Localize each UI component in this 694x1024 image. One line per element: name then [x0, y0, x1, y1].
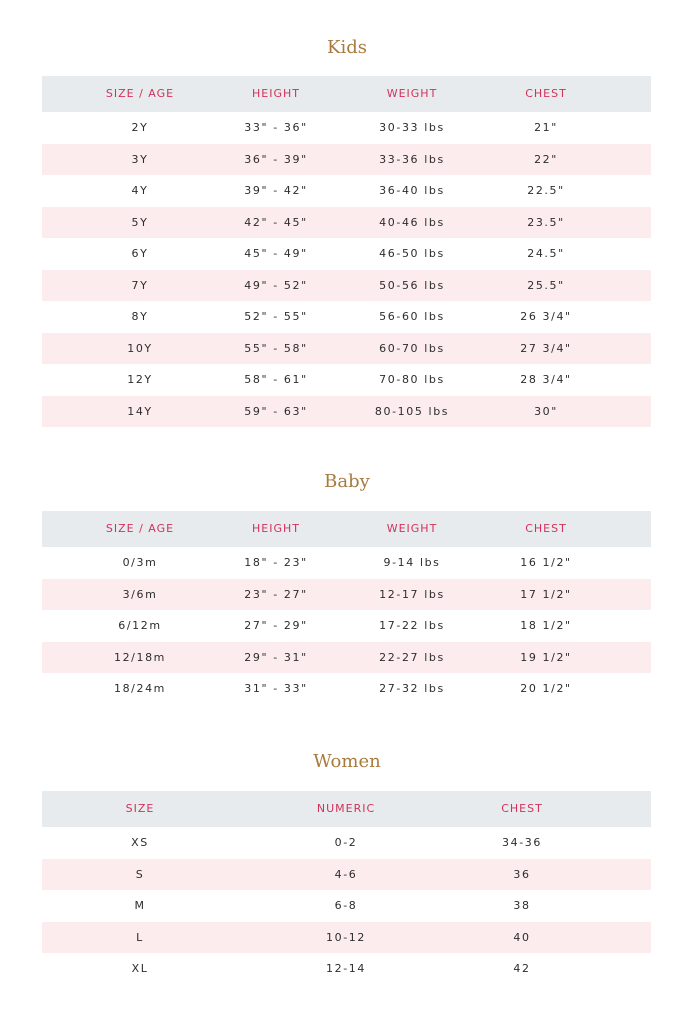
cell-chest: 19 1/2": [520, 650, 572, 664]
cell-chest: 34-36: [502, 836, 542, 849]
cell-chest: 28 3/4": [520, 373, 572, 386]
cell-chest: 23.5": [527, 215, 565, 229]
cell-size: 12/18m: [113, 650, 166, 664]
cell-size: S: [135, 867, 145, 881]
kids-table-body: [42, 112, 651, 427]
cell-weight: 12-17 lbs: [379, 587, 445, 601]
table-row: [42, 642, 651, 674]
cell-chest: 27 3/4": [520, 341, 572, 355]
cell-weight: 56-60 lbs: [379, 310, 445, 323]
cell-height: 27" - 29": [244, 619, 308, 632]
cell-size: XS: [131, 836, 149, 849]
table-row: [42, 610, 651, 642]
kids-title: Kids: [327, 37, 367, 58]
table-row: [42, 827, 651, 859]
cell-size: 12Y: [127, 373, 153, 386]
table-row: [42, 890, 651, 922]
baby-title: Baby: [324, 471, 370, 492]
cell-size: 14Y: [127, 404, 153, 418]
cell-numeric: 4-6: [334, 867, 358, 881]
cell-numeric: 12-14: [326, 962, 366, 975]
header-height: HEIGHT: [252, 522, 300, 535]
cell-size: 18/24m: [113, 682, 166, 695]
header-size: SIZE: [125, 802, 155, 815]
cell-weight: 17-22 lbs: [379, 619, 445, 632]
cell-chest: 16 1/2": [520, 556, 572, 569]
cell-weight: 60-70 lbs: [379, 341, 445, 355]
cell-height: 39" - 42": [244, 184, 308, 197]
cell-weight: 36-40 lbs: [379, 184, 445, 197]
cell-chest: 22.5": [527, 184, 565, 197]
table-row: [42, 333, 651, 365]
header-size-age: SIZE / AGE: [105, 87, 175, 100]
cell-chest: 21": [534, 121, 558, 134]
header-size-age: SIZE / AGE: [105, 522, 175, 535]
table-row: [42, 207, 651, 239]
cell-size: 6Y: [131, 247, 149, 260]
cell-weight: 9-14 lbs: [383, 556, 441, 569]
cell-height: 31" - 33": [244, 682, 308, 695]
table-row: [42, 547, 651, 579]
cell-height: 52" - 55": [244, 310, 308, 323]
cell-size: 10Y: [127, 341, 153, 355]
cell-chest: 38: [513, 899, 531, 912]
cell-height: 23" - 27": [244, 587, 308, 601]
header-chest: CHEST: [525, 522, 567, 535]
cell-chest: 42: [513, 962, 531, 975]
table-row: [42, 396, 651, 428]
cell-height: 58" - 61": [244, 373, 308, 386]
cell-numeric: 6-8: [334, 899, 358, 912]
cell-size: 0/3m: [122, 556, 158, 569]
cell-size: 3Y: [131, 152, 149, 166]
table-header: [42, 511, 651, 547]
cell-height: 55" - 58": [244, 341, 308, 355]
table-row: [42, 579, 651, 611]
cell-weight: 22-27 lbs: [379, 650, 445, 664]
women-title: Women: [313, 751, 381, 772]
cell-height: 42" - 45": [244, 215, 308, 229]
cell-size: 2Y: [131, 121, 149, 134]
cell-weight: 30-33 lbs: [379, 121, 445, 134]
cell-height: 36" - 39": [244, 152, 308, 166]
header-numeric: NUMERIC: [316, 802, 376, 815]
table-row: [42, 112, 651, 144]
cell-size: 8Y: [131, 310, 149, 323]
cell-weight: 50-56 lbs: [379, 278, 445, 292]
baby-table-body: [42, 547, 651, 705]
table-header: [42, 791, 651, 827]
cell-chest: 17 1/2": [520, 587, 572, 601]
cell-size: 7Y: [131, 278, 149, 292]
cell-size: 3/6m: [122, 587, 158, 601]
header-height: HEIGHT: [252, 87, 300, 100]
table-row: [42, 922, 651, 954]
table-row: [42, 301, 651, 333]
cell-weight: 40-46 lbs: [379, 215, 445, 229]
header-chest: CHEST: [525, 87, 567, 100]
header-weight: WEIGHT: [386, 522, 438, 535]
cell-chest: 36: [513, 867, 531, 881]
table-row: [42, 953, 651, 985]
cell-numeric: 10-12: [326, 930, 366, 944]
cell-height: 29" - 31": [244, 650, 308, 664]
women-size-table: [42, 791, 651, 985]
baby-size-table: [42, 511, 651, 705]
cell-weight: 70-80 lbs: [379, 373, 445, 386]
cell-height: 33" - 36": [244, 121, 308, 134]
table-row: [42, 238, 651, 270]
cell-weight: 46-50 lbs: [379, 247, 445, 260]
cell-height: 18" - 23": [244, 556, 308, 569]
cell-weight: 80-105 lbs: [374, 404, 450, 418]
cell-chest: 30": [534, 404, 558, 418]
women-table-body: [42, 827, 651, 985]
cell-height: 45" - 49": [244, 247, 308, 260]
cell-chest: 26 3/4": [520, 310, 572, 323]
cell-size: L: [136, 930, 144, 944]
cell-height: 49" - 52": [244, 278, 308, 292]
cell-chest: 24.5": [527, 247, 565, 260]
cell-height: 59" - 63": [244, 404, 308, 418]
cell-weight: 33-36 lbs: [379, 152, 445, 166]
cell-size: 5Y: [131, 215, 149, 229]
cell-weight: 27-32 lbs: [379, 682, 445, 695]
table-row: [42, 144, 651, 176]
cell-size: 6/12m: [118, 619, 162, 632]
header-weight: WEIGHT: [386, 87, 438, 100]
table-row: [42, 364, 651, 396]
kids-size-table: [42, 76, 651, 427]
cell-chest: 20 1/2": [520, 682, 572, 695]
cell-size: 4Y: [131, 184, 149, 197]
cell-chest: 18 1/2": [520, 619, 572, 632]
table-row: [42, 270, 651, 302]
table-header: [42, 76, 651, 112]
cell-chest: 25.5": [527, 278, 565, 292]
table-row: [42, 175, 651, 207]
cell-numeric: 0-2: [334, 836, 358, 849]
cell-chest: 22": [534, 152, 558, 166]
cell-size: XL: [131, 962, 149, 975]
table-row: [42, 673, 651, 705]
table-row: [42, 859, 651, 891]
header-chest: CHEST: [501, 802, 543, 815]
cell-size: M: [134, 899, 146, 912]
cell-chest: 40: [513, 930, 531, 944]
